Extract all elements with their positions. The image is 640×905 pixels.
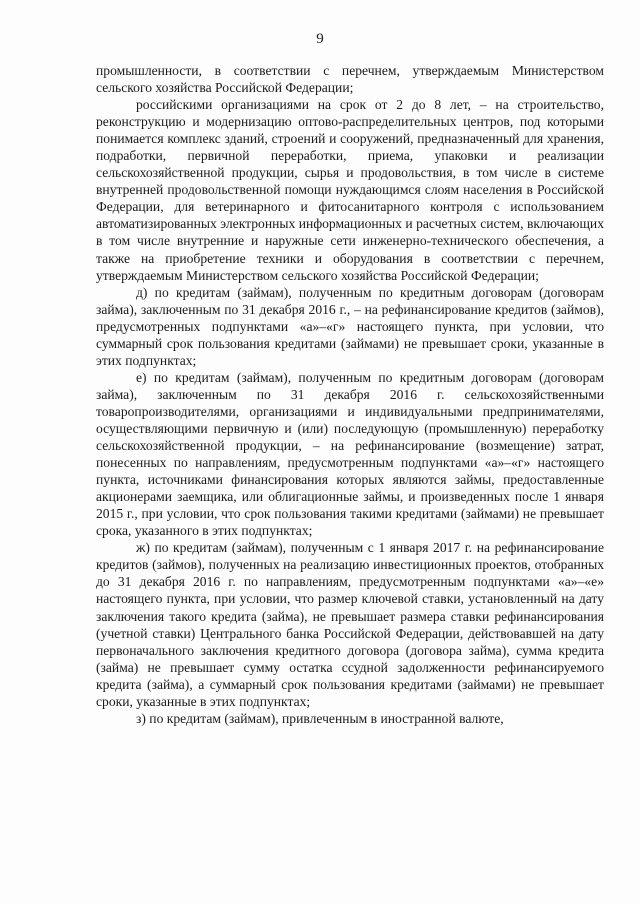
paragraph: промышленности, в соответствии с перечнем, утверждаемым Министерством сельского хозяйства Российской Федерации; [96,63,604,96]
paragraph: е) по кредитам (займам), полученным по кредитным договорам (договорам займа), заключенным по 31 декабря 2016 г. сельскохозяйственными товаропроизводителями, организациями и индивидуальными предпринимателями, осуществляющими первичную и (или) последующую (промышленную) переработку сельскохозяйственной продукции, – на рефинансирование (возмещение) затрат, понесенных по направлениям, предусмотренным подпунктами «а»–«г» настоящего пункта, источниками финансирования которых являются займы, предоставленные акционерами заемщика, или облигационные займы, и произведенных после 1 января 2015 г., при условии, что срок пользования такими кредитами (займами) не превышает срока, указанного в этих подпунктах; [96,369,604,539]
paragraph: российскими организациями на срок от 2 до 8 лет, – на строительство, реконструкцию и модернизацию оптово-распределительных центров, под которыми понимается комплекс зданий, строений и сооружений, предназначенный для хранения, подработки, первичной переработки, приема, упаковки и реализации сельскохозяйственной продукции, сырья и продовольствия, в том числе в системе внутренней продовольственной помощи нуждающимся слоям населения в Российской Федерации, для ветеринарного и фитосанитарного контроля с использованием автоматизированных электронных информационных и расчетных систем, включающих в том числе внутренние и наружные сети инженерно-технического обеспечения, а также на приобретение техники и оборудования в соответствии с перечнем, утверждаемым Министерством сельского хозяйства Российской Федерации; [96,97,604,283]
paragraph: ж) по кредитам (займам), полученным с 1 января 2017 г. на рефинансирование кредитов (займов), полученных на реализацию инвестиционных проектов, отобранных до 31 декабря 2016 г. по направлениям, предусмотренным подпунктами «а»–«е» настоящего пункта, при условии, что размер ключевой ставки, установленный на дату заключения такого кредита (займа), не превышает размера ставки рефинансирования (учетной ставки) Центрального банка Российской Федерации, действовавшей на дату первоначального заключения кредитного договора (договора займа), сумма кредита (займа) не превышает сумму остатка ссудной задолженности рефинансируемого кредита (займа), а суммарный срок пользования кредитами (займами) не превышает сроки, указанные в этих подпунктах; [96,540,604,709]
paragraph: д) по кредитам (займам), полученным по кредитным договорам (договорам займа), заключенным по 31 декабря 2016 г., – на рефинансирование кредитов (займов), предусмотренных подпунктами «а»–«г» настоящего пункта, при условии, что суммарный срок пользования кредитами (займами) не превышает сроки, указанные в этих подпунктах; [96,284,604,368]
body-text [96,62,604,727]
page-number: 9 [316,31,324,47]
paragraph: з) по кредитам (займам), привлеченным в иностранной валюте, [136,710,504,726]
